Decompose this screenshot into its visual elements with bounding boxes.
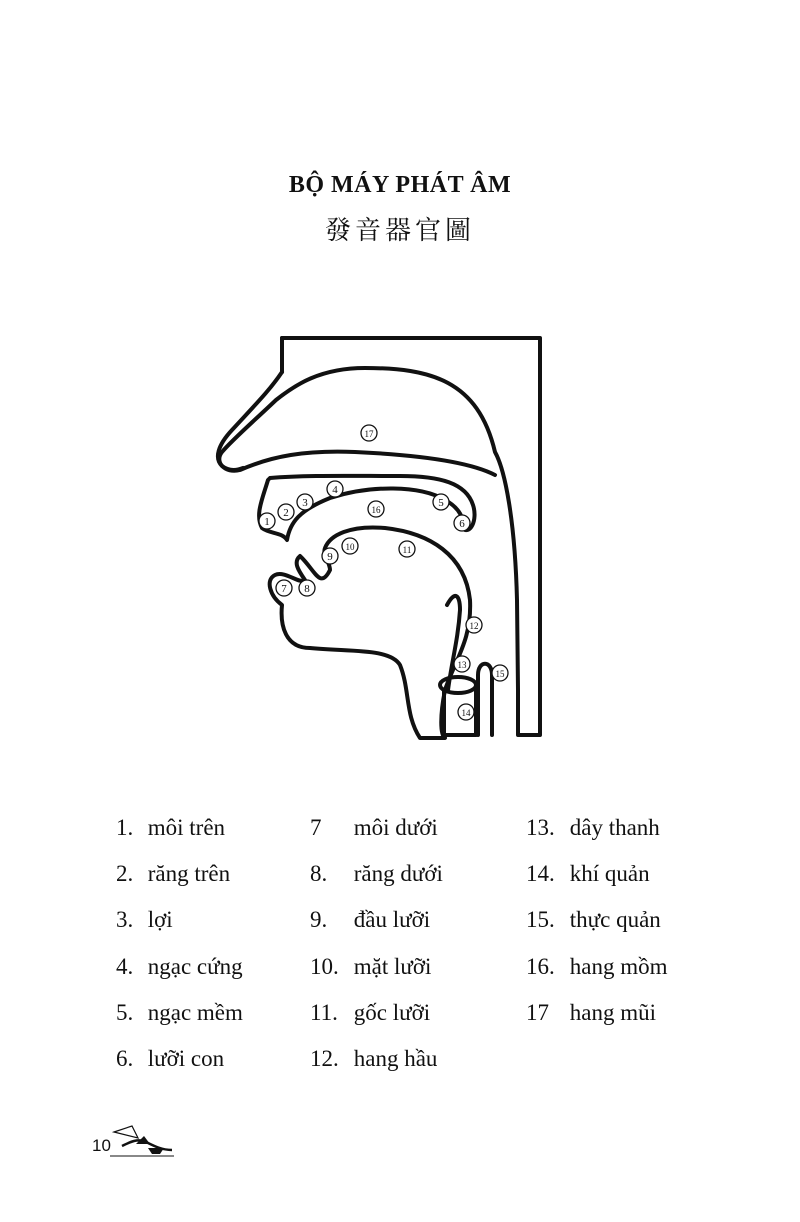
list-item: 15. thực quản	[526, 907, 661, 933]
marker-13	[454, 656, 470, 672]
marker-label: 5	[438, 497, 444, 509]
list-item: 4. ngạc cứng	[116, 953, 243, 979]
page-subtitle: 發音器官圖	[324, 216, 475, 246]
marker-16	[368, 501, 384, 517]
marker-label: 15	[495, 669, 505, 679]
marker-label: 14	[461, 708, 471, 718]
marker-label: 2	[283, 507, 289, 519]
list-item: 10. mặt lưỡi	[310, 953, 432, 979]
legend	[0, 815, 800, 1095]
marker-2	[278, 504, 294, 520]
marker-label: 4	[332, 484, 338, 496]
marker-7	[276, 580, 292, 596]
marker-label: 12	[469, 621, 479, 631]
marker-label: 7	[281, 583, 287, 595]
marker-label: 6	[459, 518, 465, 530]
list-item: 2. răng trên	[116, 861, 231, 887]
list-item: 8. răng dưới	[310, 861, 443, 887]
marker-label: 16	[371, 505, 381, 515]
list-item: 12. hang hầu	[310, 1045, 438, 1071]
tongue-and-jaw	[270, 527, 471, 738]
marker-5	[433, 494, 449, 510]
list-item: 13. dây thanh	[526, 815, 660, 840]
marker-11	[399, 541, 415, 557]
marker-label: 11	[402, 545, 412, 555]
legend-column-2	[310, 815, 443, 1092]
marker-label: 10	[345, 542, 355, 552]
marker-14	[458, 704, 474, 720]
list-item: 7 môi dưới	[310, 815, 438, 840]
marker-label: 1	[264, 516, 270, 528]
list-item: 14. khí quản	[526, 861, 650, 887]
marker-label: 13	[457, 660, 467, 670]
list-item: 17 hang mũi	[526, 999, 656, 1025]
marker-12	[466, 617, 482, 633]
legend-column-1	[116, 815, 243, 1092]
page-number: 10	[92, 1136, 111, 1155]
list-item: 11. gốc lưỡi	[310, 999, 431, 1025]
marker-1	[259, 513, 275, 529]
list-item: 9. đầu lưỡi	[310, 907, 431, 933]
list-item: 1. môi trên	[116, 815, 226, 840]
page-title: BỘ MÁY PHÁT ÂM	[288, 172, 512, 198]
marker-10	[342, 538, 358, 554]
list-item: 5. ngạc mềm	[116, 999, 243, 1025]
marker-label: 17	[364, 429, 374, 439]
marker-6	[454, 515, 470, 531]
marker-17	[361, 425, 377, 441]
marker-4	[327, 481, 343, 497]
esophagus	[478, 664, 492, 735]
marker-15	[492, 665, 508, 681]
marker-label: 9	[327, 551, 333, 563]
nose-tip	[218, 372, 282, 470]
marker-label: 8	[304, 583, 310, 595]
ship-ornament-icon	[108, 1124, 178, 1160]
marker-label: 3	[302, 497, 308, 509]
marker-3	[297, 494, 313, 510]
list-item: 6. lưỡi con	[116, 1045, 225, 1071]
list-item: 16. hang mồm	[526, 953, 668, 979]
list-item: 3. lợi	[116, 907, 173, 933]
marker-8	[299, 580, 315, 596]
legend-column-3	[526, 815, 668, 1046]
marker-9	[322, 548, 338, 564]
